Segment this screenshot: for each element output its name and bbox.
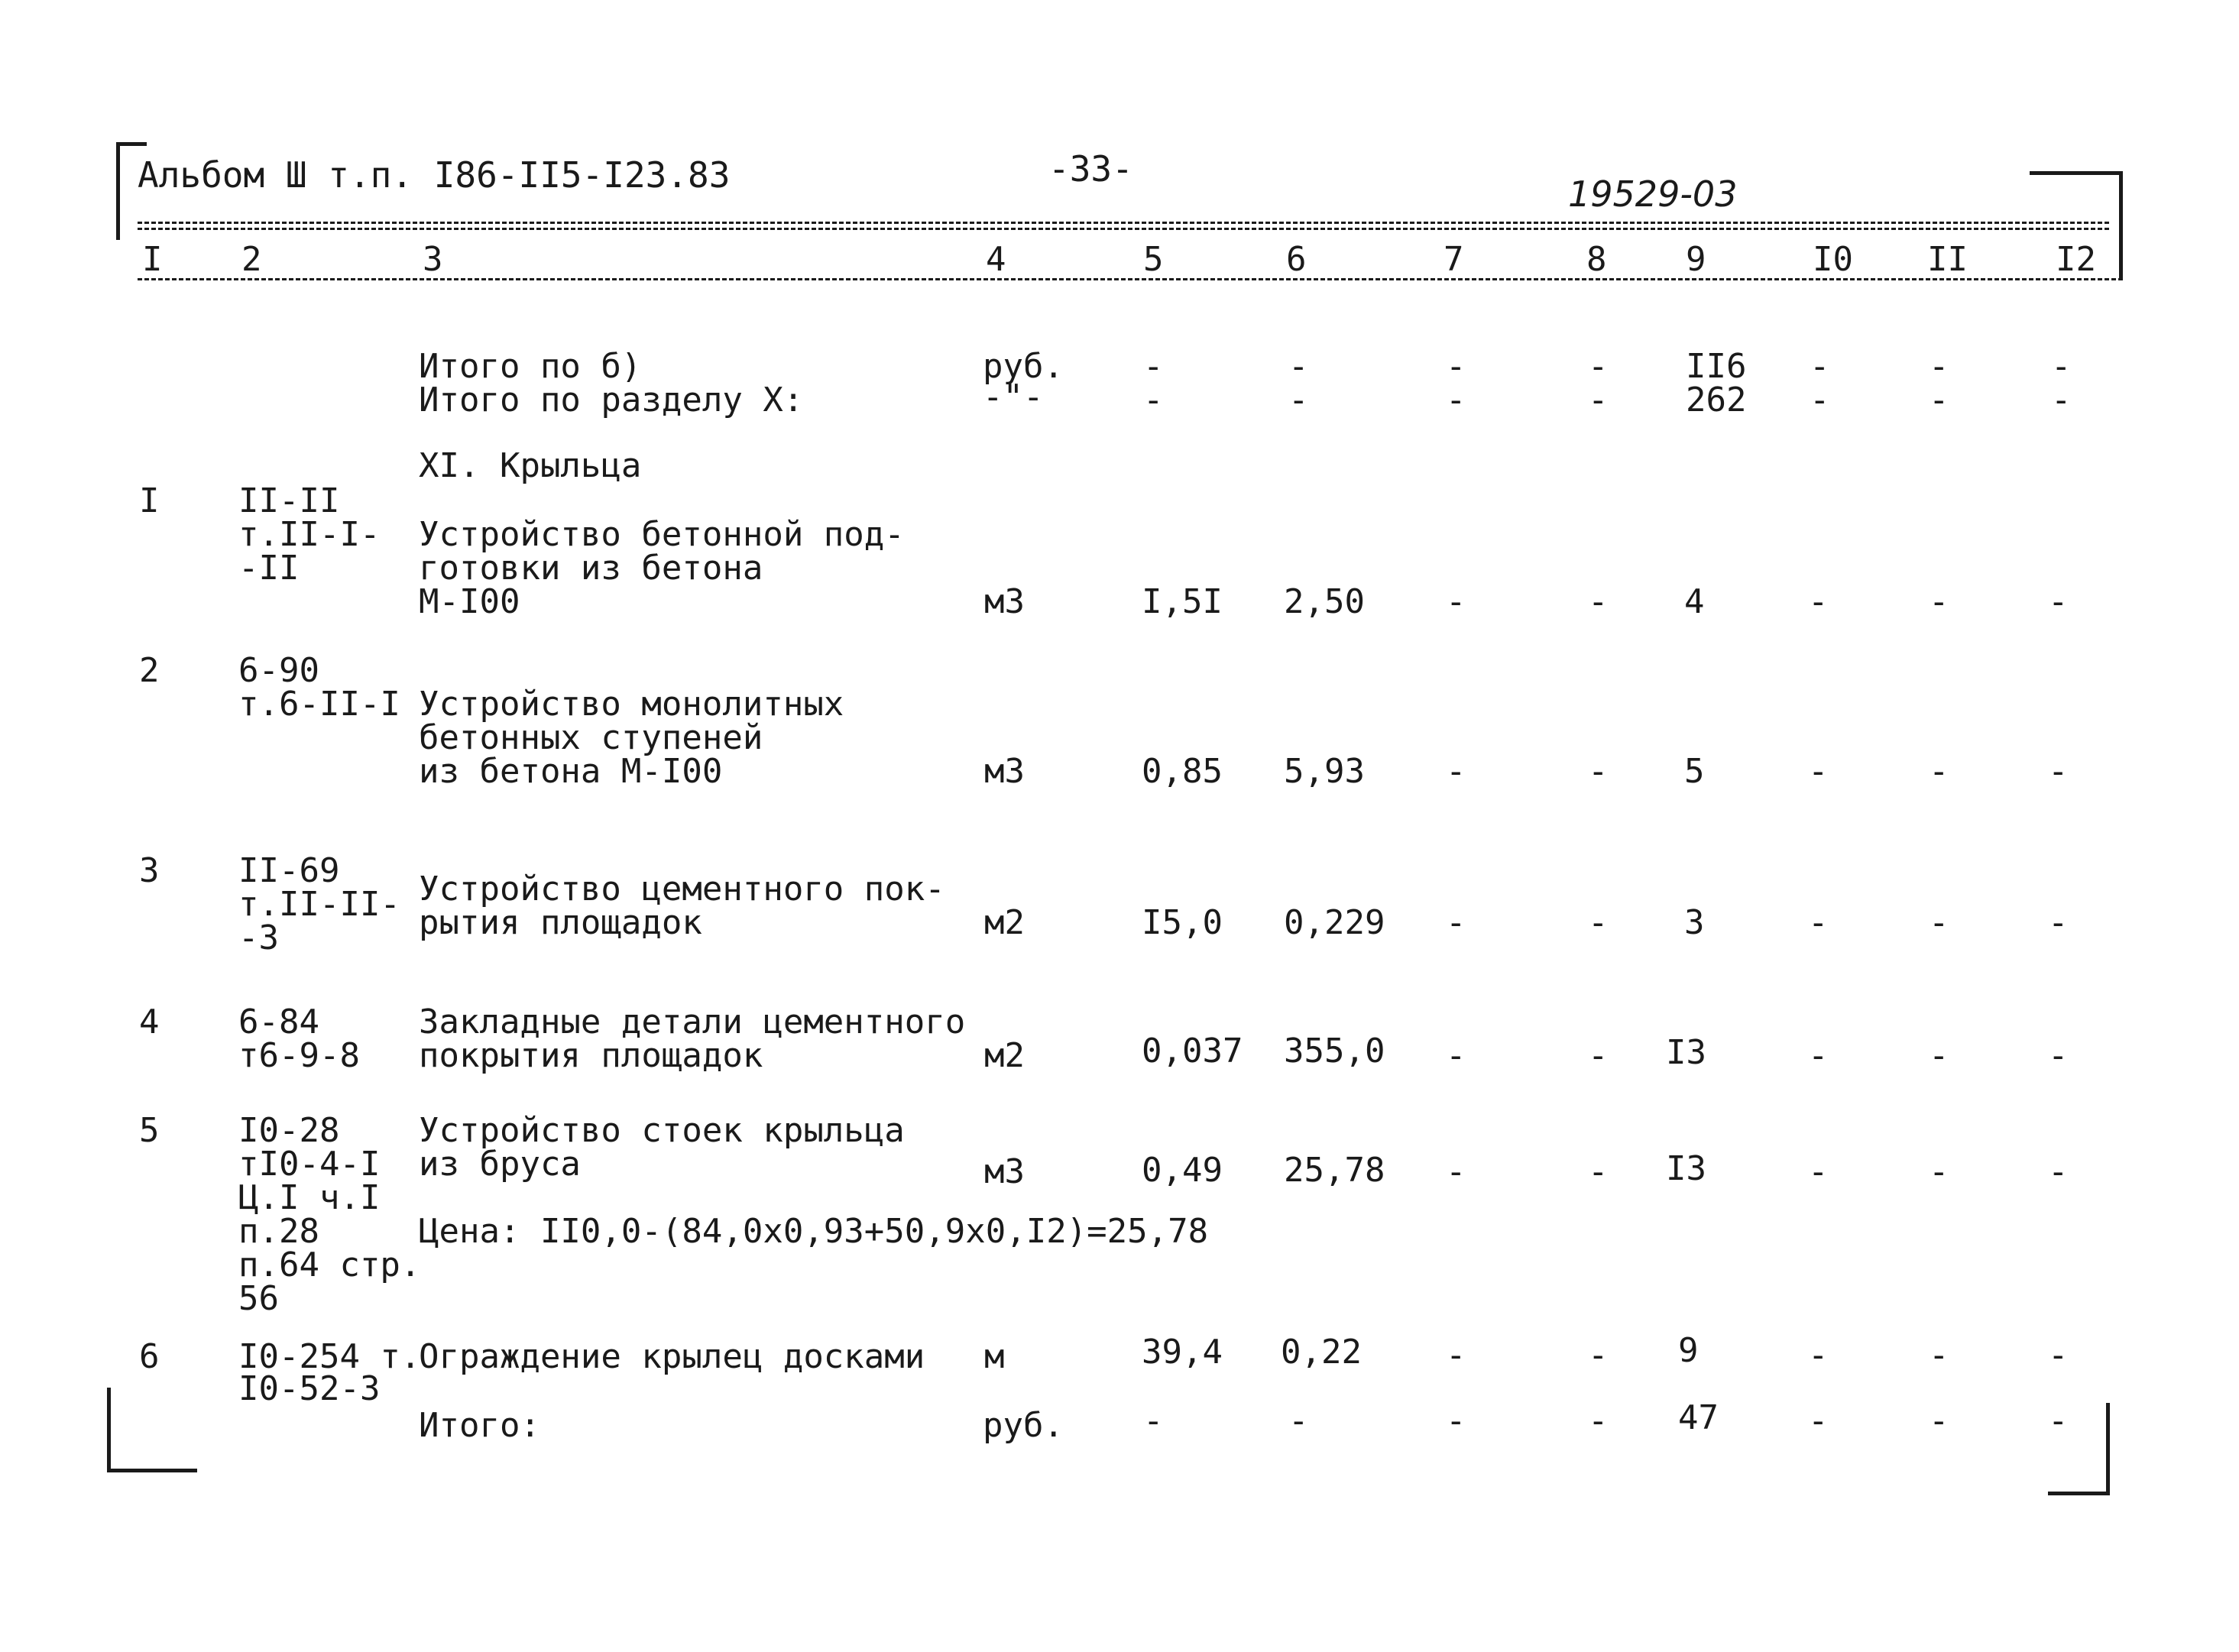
row-description-line: готовки из бетона (419, 549, 763, 588)
row-code-line: 6-84 (238, 1003, 319, 1041)
header-rule-top (138, 222, 2109, 224)
row-c7: - (1446, 1036, 1466, 1075)
row-c12: - (2048, 903, 2069, 942)
row-code-line: п.28 (238, 1212, 319, 1251)
row-description-line: из бетона М-I00 (419, 752, 723, 791)
row-code-line: I0-52-3 (238, 1369, 381, 1408)
section-x-c12: - (2051, 381, 2072, 419)
row-unit: м2 (984, 903, 1025, 942)
row-c5: 39,4 (1142, 1333, 1223, 1372)
row-c9: I3 (1666, 1033, 1706, 1072)
row-c6: 5,93 (1284, 752, 1365, 791)
row-unit: м (984, 1337, 1005, 1376)
row-description-line: рытия площадок (419, 903, 702, 942)
row-description-line: Закладные детали цементного (419, 1003, 966, 1041)
total-c11: - (1929, 1401, 1949, 1440)
section-x-c11: - (1929, 381, 1949, 419)
row-c10: - (1808, 903, 1829, 942)
row-description-line: из бруса (419, 1145, 581, 1184)
row-c7: - (1446, 1152, 1466, 1191)
totals-b-c10: - (1810, 347, 1830, 386)
row-c12: - (2048, 1336, 2069, 1375)
row-unit: м3 (984, 582, 1025, 621)
frame-right-bottom (2106, 1403, 2110, 1495)
section-x-total-unit: -"- (983, 377, 1044, 416)
row-code-line: Ц.I ч.I (238, 1178, 381, 1217)
frame-top-right-tick (2030, 171, 2123, 175)
row-c11: - (1929, 903, 1949, 942)
row-c8: - (1588, 582, 1609, 621)
section-title: XI. Крыльца (419, 446, 642, 485)
row-c11: - (1929, 752, 1949, 791)
row-c9: 3 (1684, 903, 1705, 942)
row-c8: - (1588, 1152, 1609, 1191)
frame-left-bottom (107, 1388, 111, 1472)
row-code-line: II-II (238, 481, 340, 520)
totals-b-c11: - (1929, 347, 1949, 386)
row-c9: 4 (1684, 582, 1705, 621)
row-number: 5 (139, 1111, 160, 1150)
col-header-10: I0 (1813, 240, 1853, 279)
row-code-line: -II (238, 549, 300, 588)
row-code-line: I0-254 т. (238, 1337, 421, 1376)
row-code-line: т.II-I- (238, 515, 381, 554)
row-c8: - (1588, 1036, 1609, 1075)
totals-b-unit: руб. (983, 347, 1064, 386)
section-x-c6: - (1288, 381, 1309, 419)
total-c12: - (2048, 1401, 2069, 1440)
col-header-6: 6 (1286, 240, 1307, 279)
col-header-1: I (142, 240, 163, 279)
section-x-c8: - (1588, 381, 1609, 419)
row-c12: - (2048, 752, 2069, 791)
row-c9: I3 (1666, 1149, 1706, 1188)
row-c7: - (1446, 903, 1466, 942)
row-code-line: I0-28 (238, 1111, 340, 1150)
total-c7: - (1446, 1401, 1466, 1440)
totals-b-c12: - (2051, 347, 2072, 386)
row-price-note: Цена: II0,0-(84,0х0,93+50,9х0,I2)=25,78 (419, 1212, 1209, 1251)
row-c6: 25,78 (1284, 1151, 1385, 1190)
totals-b-label: Итого по б) (419, 347, 642, 386)
row-description-line: Устройство цементного пок- (419, 870, 945, 909)
row-c5: 0,49 (1142, 1151, 1223, 1190)
row-c12: - (2048, 1152, 2069, 1191)
row-c7: - (1446, 1336, 1466, 1375)
row-c12: - (2048, 582, 2069, 621)
frame-bottom-right-tick (2048, 1492, 2110, 1495)
col-header-5: 5 (1143, 240, 1164, 279)
row-number: 2 (139, 651, 160, 690)
row-number: 4 (139, 1003, 160, 1041)
totals-b-c6: - (1288, 347, 1309, 386)
row-c6: 0,229 (1284, 903, 1385, 942)
row-c11: - (1929, 582, 1949, 621)
row-number: I (139, 481, 160, 520)
col-header-9: 9 (1686, 240, 1706, 279)
row-unit: м3 (984, 752, 1025, 791)
row-code-line: т6-9-8 (238, 1036, 360, 1075)
totals-b-c7: - (1446, 347, 1466, 386)
frame-left-top (116, 142, 120, 240)
row-c7: - (1446, 752, 1466, 791)
total-unit: руб. (983, 1406, 1064, 1445)
row-description-line: покрытия площадок (419, 1036, 763, 1075)
row-description-line: Устройство бетонной под- (419, 515, 905, 554)
album-title: Альбом Ш т.п. I86-II5-I23.83 (138, 154, 731, 196)
section-x-c10: - (1810, 381, 1830, 419)
totals-b-c9: II6 (1686, 347, 1747, 386)
row-description-line: Ограждение крылец досками (419, 1337, 925, 1376)
row-c10: - (1808, 1336, 1829, 1375)
row-code-line: -3 (238, 918, 279, 957)
total-c6: - (1288, 1401, 1309, 1440)
row-description-line: Устройство монолитных (419, 685, 844, 724)
row-c8: - (1588, 1336, 1609, 1375)
row-number: 3 (139, 851, 160, 890)
totals-b-c5: - (1143, 347, 1164, 386)
col-header-2: 2 (241, 240, 262, 279)
row-code-line: т.6-II-I (238, 685, 400, 724)
row-c5: 0,85 (1142, 752, 1223, 791)
row-unit: м3 (984, 1152, 1025, 1191)
section-x-total-label: Итого по разделу Х: (419, 381, 804, 419)
total-c10: - (1808, 1401, 1829, 1440)
col-header-8: 8 (1586, 240, 1607, 279)
total-label: Итого: (419, 1406, 540, 1445)
row-code-line: п.64 стр. (238, 1245, 421, 1284)
row-c10: - (1808, 752, 1829, 791)
row-description-line: М-I00 (419, 582, 520, 621)
handwritten-code: 19529-03 (1568, 173, 1738, 215)
row-code-line: 6-90 (238, 651, 319, 690)
row-c9: 5 (1684, 752, 1705, 791)
row-c11: - (1929, 1336, 1949, 1375)
row-c6: 2,50 (1284, 582, 1365, 621)
totals-b-c8: - (1588, 347, 1609, 386)
row-description-line: Устройство стоек крыльца (419, 1111, 905, 1150)
row-c11: - (1929, 1152, 1949, 1191)
row-c6: 0,22 (1281, 1333, 1362, 1372)
row-unit: м2 (984, 1036, 1025, 1075)
row-c9: 9 (1678, 1331, 1699, 1370)
row-c10: - (1808, 1036, 1829, 1075)
col-header-3: 3 (423, 240, 443, 279)
row-code-line: тI0-4-I (238, 1145, 381, 1184)
row-description-line: бетонных ступеней (419, 718, 763, 757)
row-c8: - (1588, 752, 1609, 791)
section-x-c9: 262 (1686, 381, 1747, 419)
col-header-12: I2 (2056, 240, 2096, 279)
header-rule-top-2 (138, 228, 2109, 230)
row-c10: - (1808, 582, 1829, 621)
col-header-7: 7 (1444, 240, 1464, 279)
row-c6: 355,0 (1284, 1032, 1385, 1071)
section-x-c7: - (1446, 381, 1466, 419)
row-c5: I5,0 (1142, 903, 1223, 942)
frame-bottom-left-tick (107, 1469, 197, 1472)
row-c12: - (2048, 1036, 2069, 1075)
row-c5: 0,037 (1142, 1032, 1243, 1071)
col-header-4: 4 (986, 240, 1006, 279)
total-c5: - (1143, 1401, 1164, 1440)
row-c11: - (1929, 1036, 1949, 1075)
row-code-line: т.II-II- (238, 885, 400, 924)
total-c9: 47 (1678, 1398, 1719, 1437)
row-c7: - (1446, 582, 1466, 621)
row-c10: - (1808, 1152, 1829, 1191)
row-c5: I,5I (1142, 582, 1223, 621)
col-header-11: II (1927, 240, 1968, 279)
row-c8: - (1588, 903, 1609, 942)
row-code-line: II-69 (238, 851, 340, 890)
section-x-c5: - (1143, 381, 1164, 419)
total-c8: - (1588, 1401, 1609, 1440)
frame-top-left-tick (116, 142, 147, 146)
row-code-line: 56 (238, 1279, 279, 1318)
frame-right-top (2119, 171, 2123, 278)
page-number: -33- (1048, 148, 1133, 189)
row-number: 6 (139, 1337, 160, 1376)
